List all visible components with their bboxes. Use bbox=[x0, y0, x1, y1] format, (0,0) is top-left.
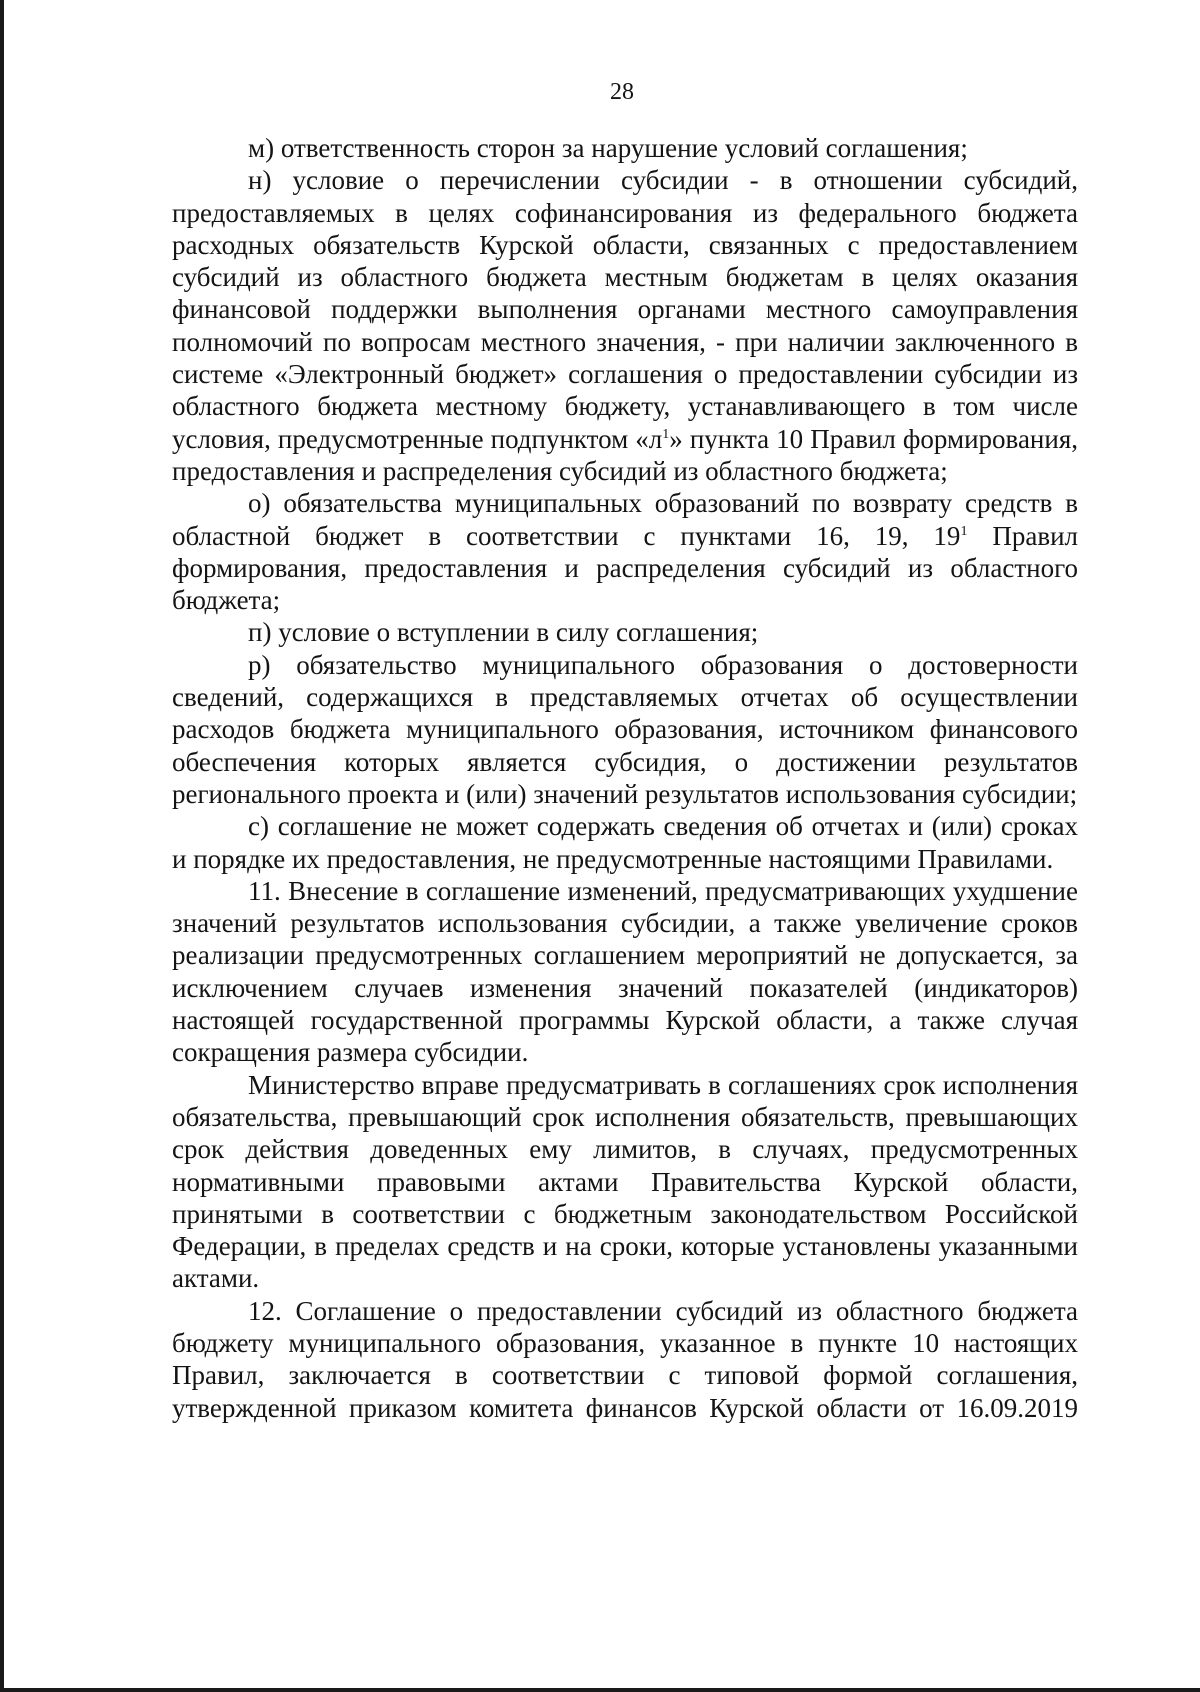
paragraph-s: с) соглашение не может содержать сведения об отчетах и (или) сроках и порядке их предоставления, не предусмотренные настоящими Правилами. bbox=[172, 811, 1078, 874]
paragraph-item-12: 12. Соглашение о предоставлении субсидий из областного бюджета бюджету муниципального образования, указанное в пункте 10 настоящих Правил, заключается в соответствии с типовой формой соглашения, утвержденной приказом комитета финансов Курской области от 16.09.2019 bbox=[172, 1295, 1078, 1423]
paragraph-n-text-2: » пункта 10 Правил формирования, предоставления и распределения субсидий из областного бюджета; bbox=[172, 423, 1079, 486]
paragraph-item-11: 11. Внесение в соглашение изменений, предусматривающих ухудшение значений результатов использования субсидии, а также увеличение сроков реализации предусмотренных соглашением мероприятий не допускается, за исключением случаев изменения значений показателей (индикаторов) настоящей государственной программы Курской области, а также случая сокращения размера субсидии. bbox=[172, 875, 1078, 1068]
paragraph-n-text-1: н) условие о перечислении субсидии - в отношении субсидий, предоставляемых в целях софинансирования из федерального бюджета расходных обязательств Курской области, связанных с предоставлением субсидий из областного бюджета местным бюджетам в целях оказания финансовой поддержки выполнения органами местного самоуправления полномочий по вопросам местного значения, - при наличии заключенного в системе «Электронный бюджет» соглашения о предоставлении субсидии из областного бюджета местному бюджету, устанавливающего в том числе условия, предусмотренные подпунктом «л bbox=[172, 165, 1078, 454]
document-body bbox=[172, 132, 1078, 1424]
paragraph-o-text-1: о) обязательства муниципальных образований по возврату средств в областной бюджет в соответствии с пунктами 16, 19, 19 bbox=[172, 488, 1078, 551]
paragraph-n bbox=[172, 164, 1078, 487]
paragraph-r: р) обязательство муниципального образования о достоверности сведений, содержащихся в представляемых отчетах об осуществлении расходов бюджета муниципального образования, источником финансового обеспечения которых является субсидия, о достижении результатов регионального проекта и (или) значений результатов использования субсидии; bbox=[172, 649, 1078, 809]
paragraph-p: п) условие о вступлении в силу соглашения; bbox=[248, 617, 759, 648]
paragraph-ministry: Министерство вправе предусматривать в соглашениях срок исполнения обязательства, превышающий срок исполнения обязательств, превышающих срок действия доведенных ему лимитов, в случаях, предусмотренных нормативными правовыми актами Правительства Курской области, принятыми в соответствии с бюджетным законодательством Российской Федерации, в пределах средств и на сроки, которые установлены указанными актами. bbox=[172, 1069, 1078, 1294]
paragraph-o-superscript: 1 bbox=[960, 523, 968, 539]
paragraph-m: м) ответственность сторон за нарушение условий соглашения; bbox=[248, 133, 968, 163]
paragraph-o bbox=[172, 487, 1078, 616]
paragraph-n-superscript: 1 bbox=[662, 426, 670, 442]
page-number: 28 bbox=[610, 79, 634, 105]
scan-edge-left bbox=[0, 0, 4, 1692]
scan-edge-bottom bbox=[0, 1688, 1200, 1692]
paragraph-o-text-2: Правил формирования, предоставления и распределения субсидий из областного бюджета; bbox=[172, 520, 1078, 616]
